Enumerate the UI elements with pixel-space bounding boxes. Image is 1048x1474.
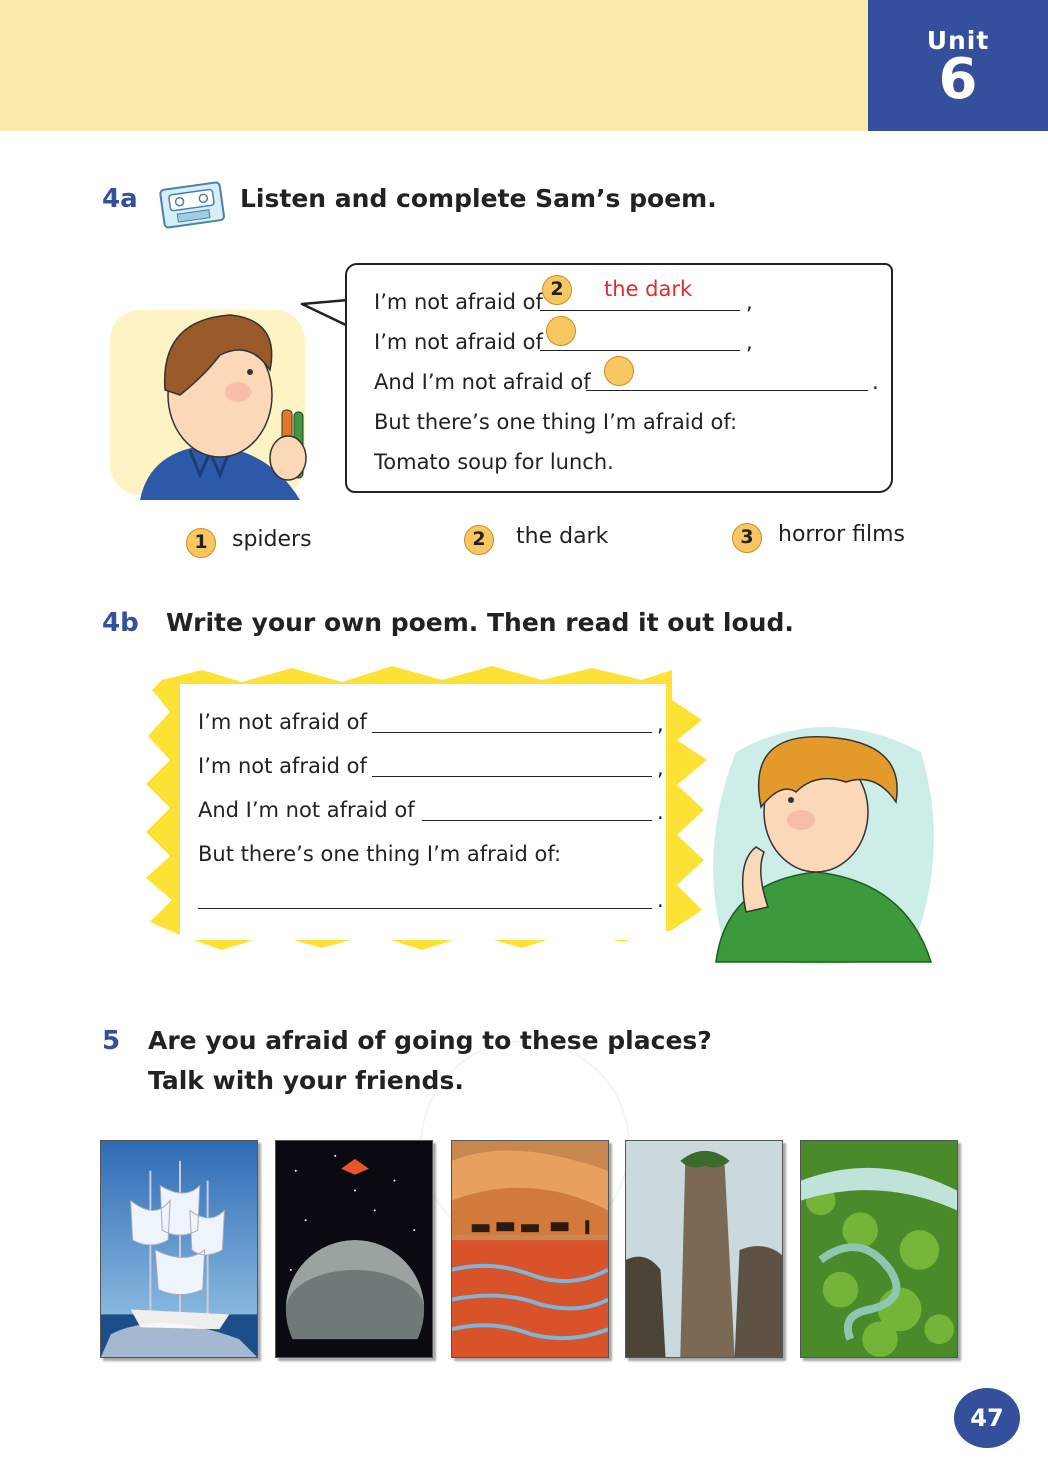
own-poem-blank-2[interactable]: [372, 776, 652, 777]
poem-line-2-prefix: I’m not afraid of: [374, 330, 543, 354]
option-1-number: 1: [186, 528, 216, 558]
option-2-number: 2: [464, 525, 494, 555]
own-poem-line-2-end: ,: [657, 756, 664, 780]
page-number: 47: [954, 1388, 1020, 1448]
unit-number: 6: [938, 47, 978, 112]
own-poem-blank-1[interactable]: [372, 732, 652, 733]
option-1-label: spiders: [232, 527, 312, 552]
poem-line-1-circle: 2: [542, 275, 572, 305]
poem-line-4: But there’s one thing I’m afraid of:: [374, 410, 738, 434]
exercise-4b-number: 4b: [102, 608, 139, 638]
own-poem-line-4: But there’s one thing I’m afraid of:: [198, 842, 562, 866]
poem-line-1-blank[interactable]: [540, 310, 740, 311]
poem-line-2-end: ,: [746, 330, 753, 354]
exercise-5-question: Are you afraid of going to these places?: [148, 1026, 712, 1055]
unit-tab: [868, 0, 1048, 131]
exercise-4a-instruction: Listen and complete Sam’s poem.: [240, 184, 717, 213]
option-3-number: 3: [732, 523, 762, 553]
own-poem-line-5-end: .: [657, 888, 664, 912]
own-poem-line-1-end: ,: [657, 712, 664, 736]
own-poem-line-3-end: .: [657, 800, 664, 824]
own-poem-blank-3[interactable]: [422, 820, 652, 821]
poem-line-2-circle: [546, 316, 576, 346]
poem-line-2-blank[interactable]: [540, 350, 740, 351]
poem-line-3-circle: [604, 356, 634, 386]
exercise-5-instruction: Talk with your friends.: [148, 1066, 464, 1095]
own-poem-blank-4[interactable]: [198, 908, 652, 909]
own-poem-line-1: I’m not afraid of: [198, 710, 367, 734]
thinking-boy-illustration: [706, 712, 946, 967]
rock-mountains-photo: [625, 1140, 783, 1358]
moon-photo: [275, 1140, 433, 1358]
poem-line-1-answer: the dark: [604, 277, 693, 301]
sam-illustration: [110, 300, 315, 500]
exercise-4a-number: 4a: [102, 184, 138, 214]
poem-line-1-end: ,: [746, 290, 753, 314]
option-2-label: the dark: [516, 524, 609, 549]
sailing-ship-photo: [100, 1140, 258, 1358]
own-poem-line-3: And I’m not afraid of: [198, 798, 415, 822]
poem-line-1-prefix: I’m not afraid of: [374, 290, 543, 314]
poem-line-3-prefix: And I’m not afraid of: [374, 370, 591, 394]
poem-line-3-blank[interactable]: [586, 390, 868, 391]
jungle-river-photo: [800, 1140, 958, 1358]
exercise-5-number: 5: [102, 1026, 121, 1056]
exercise-4b-instruction: Write your own poem. Then read it out loud.: [166, 608, 794, 637]
option-3-label: horror films: [778, 522, 905, 547]
unit-label: Unit: [926, 26, 990, 55]
desert-camels-photo: [451, 1140, 609, 1358]
poem-line-3-end: .: [872, 370, 879, 394]
header-band: [0, 0, 868, 131]
own-poem-line-2: I’m not afraid of: [198, 754, 367, 778]
cassette-tape-icon: [156, 176, 228, 232]
poem-line-5: Tomato soup for lunch.: [374, 450, 614, 474]
